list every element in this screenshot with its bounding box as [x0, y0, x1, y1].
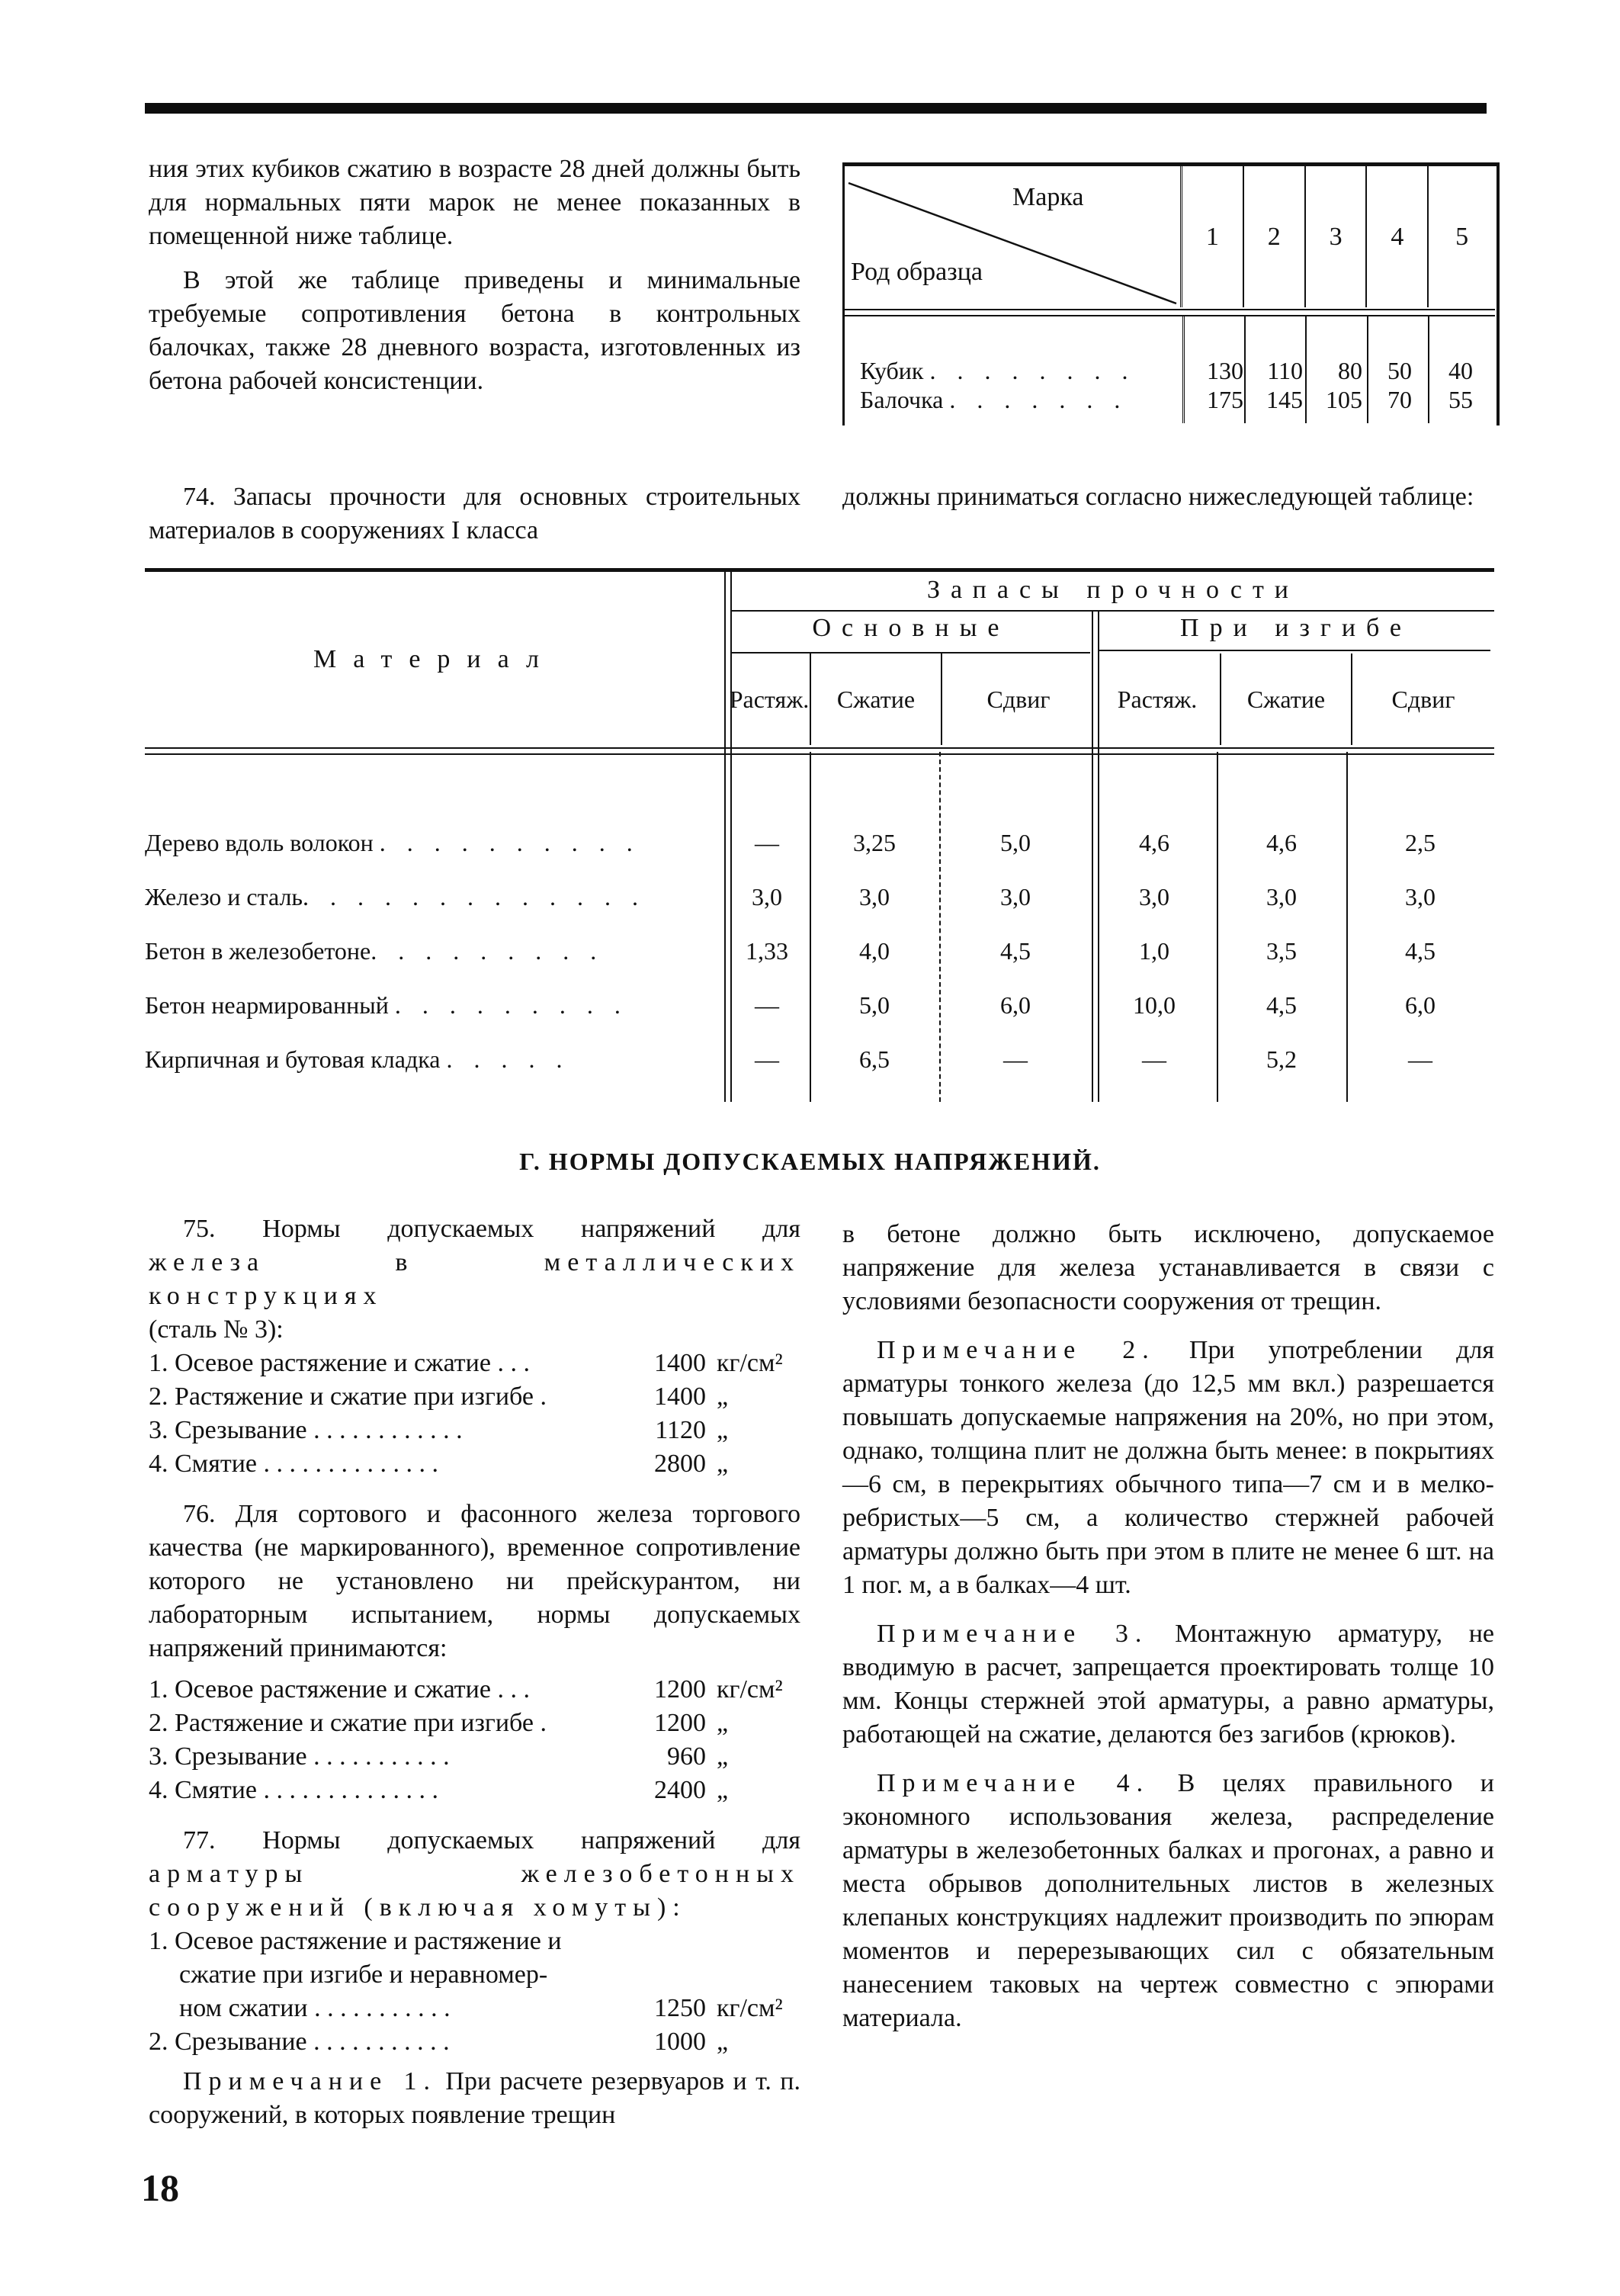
section-74-left [149, 480, 800, 548]
cell: 5,2 [1266, 1045, 1297, 1073]
cell: 4,6 [1266, 829, 1297, 856]
list-item: 2. Растяжение и сжатие при изгибе . 1200 „ [149, 1709, 729, 1737]
leader-dots: . . . . . . . . . [394, 991, 628, 1019]
table-row [145, 924, 1494, 978]
leader-dots: . . . . . . . [949, 386, 1128, 413]
leader-dots: . . . . . . . . . [371, 937, 605, 965]
cell: 40 [1448, 357, 1473, 384]
cell: — [1003, 1045, 1028, 1073]
grade-table-double-rule [845, 309, 1495, 316]
note-3-text: Монтажную арматуру, не вводимую в расчет, запрещается проектировать толще 10 мм. Концы стержней этой арматуры, а равно арматуры, работающей на сжатие, делаются без загибов (крюков). [842, 1620, 1494, 1748]
section-75 [149, 1212, 800, 1347]
cell: 110 [1267, 357, 1303, 384]
page-number: 18 [141, 2166, 179, 2209]
cell: 3,0 [1266, 883, 1297, 910]
safety-table [145, 568, 1494, 1102]
cell: 6,0 [1405, 991, 1436, 1019]
note-1-continued-text: в бетоне должно быть исключено, допускаемое напряжение для железа устанавливается в связи с условиями безопасности сооружения от трещин. [842, 1220, 1494, 1315]
row-label: Кубик [860, 357, 924, 384]
list-item: 2. Срезывание . . . . . . . . . . . 1000 „ [149, 2028, 729, 2056]
cell: 4,5 [1000, 937, 1031, 965]
section-75-list [149, 1347, 800, 1481]
grade-row-cube [860, 356, 1493, 414]
col-shear: Сдвиг [986, 685, 1051, 713]
material-name: Железо и сталь [145, 883, 303, 910]
intro-text [149, 153, 800, 398]
cell: 3,0 [1405, 883, 1436, 910]
leader-dots: . . . . . . . . . . [379, 829, 640, 856]
section-77-line-1: 77. Нормы допускаемых напряжений для [183, 1826, 800, 1854]
list-item: 1. Осевое растяжение и сжатие . . . 1400 кг/см² [149, 1349, 783, 1377]
grade-col-3: 3 [1306, 166, 1368, 307]
cell: 1,0 [1139, 937, 1169, 965]
cell: 5,0 [1000, 829, 1031, 856]
list-item: 4. Смятие . . . . . . . . . . . . . . 2800 „ [149, 1450, 729, 1478]
right-column [842, 1218, 1494, 2035]
grade-table [842, 162, 1500, 425]
col-bend-tension: Растяж. [1095, 653, 1221, 745]
cell: 175 [1207, 386, 1243, 413]
grade-table-corner [845, 166, 1182, 307]
note-3 [842, 1617, 1494, 1752]
cell: 4,0 [859, 937, 890, 965]
cell: 2,5 [1405, 829, 1436, 856]
material-name: Бетон в железобетоне [145, 937, 371, 965]
left-column [149, 1212, 800, 2132]
material-header: Материал [313, 645, 556, 673]
col-compression: Сжатие [811, 653, 942, 745]
list-item: 1. Осевое растяжение и растяжение и [149, 1927, 562, 1955]
leader-dots: . . . . . . . . [929, 357, 1136, 384]
section-77-list [149, 1925, 800, 2059]
section-75-line-3: (сталь № 3): [149, 1315, 284, 1344]
col-bend-compression: Сжатие [1221, 653, 1352, 745]
col-bend-shear: Сдвиг [1391, 685, 1455, 713]
section-heading: Г. НОРМЫ ДОПУСКАЕМЫХ НАПРЯЖЕНИЙ. [519, 1148, 1101, 1175]
subgroup-bending: При изгибе [1180, 614, 1412, 642]
section-74-continued: должны приниматься согласно нижеследующей таблице: [842, 483, 1474, 511]
cell: 3,5 [1266, 937, 1297, 965]
cell: 4,5 [1405, 937, 1436, 965]
group-header: Запасы прочности [927, 576, 1299, 604]
table-row [145, 816, 1494, 870]
note-1-text: При расчете резервуаров и т. п. сооружений, в которых появление трещин [149, 2067, 800, 2129]
cell: 5,0 [859, 991, 890, 1019]
section-74-right [842, 480, 1494, 514]
grade-col-2: 2 [1244, 166, 1306, 307]
leader-dots: . . . . . [446, 1045, 570, 1073]
note-1 [149, 2065, 800, 2132]
cell: 80 [1338, 357, 1362, 384]
cell: — [755, 1045, 779, 1073]
grade-header-label: Марка [1012, 183, 1084, 211]
grade-col-1: 1 [1182, 166, 1244, 307]
material-name: Кирпичная и бутовая кладка [145, 1045, 441, 1073]
cell: 105 [1326, 386, 1362, 413]
header-double-rule [145, 747, 1494, 755]
cell: 145 [1266, 386, 1303, 413]
section-76 [149, 1498, 800, 1665]
section-76-list [149, 1673, 800, 1807]
specimen-header-label: Род образца [851, 258, 983, 286]
section-77 [149, 1824, 800, 1925]
list-item: 3. Срезывание . . . . . . . . . . . 960 „ [149, 1742, 729, 1771]
column-headers [729, 653, 1494, 745]
section-74-text: 74. Запасы прочности для основных строительных материалов в сооружениях I класса [149, 483, 800, 544]
cell: — [1142, 1045, 1166, 1073]
cell: 3,0 [752, 883, 782, 910]
grade-header-row [1182, 166, 1495, 307]
cell: 3,0 [1000, 883, 1031, 910]
note-1-continued [842, 1218, 1494, 1318]
list-item-cont: ном сжатии . . . . . . . . . . . 1250 кг/см² [179, 1994, 783, 2022]
list-item: 4. Смятие . . . . . . . . . . . . . . 2400 „ [149, 1776, 729, 1804]
table-row [145, 870, 1494, 924]
cell: — [755, 991, 779, 1019]
section-75-line-2: железа в металлических конструкциях [149, 1248, 800, 1310]
grade-col-4: 4 [1367, 166, 1429, 307]
note-2-text: При употреблении для арматуры тонкого железа (до 12,5 мм вкл.) разрешается повышать допускаемые напряжения на 20%, но при этом, однако, толщина плит не должна быть менее: в покрытиях—6 см, в перекрытиях обычного типа—7 см и в мелко-ребристых—5 см, а количество стержней рабочей арматуры должно быть при этом в плите не менее 6 шт. на 1 пог. м, а в балках—4 шт. [842, 1336, 1494, 1599]
cell: 3,0 [1139, 883, 1169, 910]
note-1-label: Примечание 1. [183, 2067, 438, 2095]
cell: 1,33 [746, 937, 788, 965]
material-name: Дерево вдоль волокон [145, 829, 374, 856]
note-2-label: Примечание 2. [877, 1336, 1156, 1364]
list-item: 3. Срезывание . . . . . . . . . . . . 1120 „ [149, 1416, 729, 1444]
intro-paragraph-1: ния этих кубиков сжатию в возрасте 28 дней должны быть для нормальных пяти марок не менее показанных в помещенной ниже таблице. [149, 155, 800, 250]
cell: 4,5 [1266, 991, 1297, 1019]
list-item: 1. Осевое растяжение и сжатие . . . 1200 кг/см² [149, 1675, 783, 1704]
cell: 10,0 [1133, 991, 1176, 1019]
cell: 6,0 [1000, 991, 1031, 1019]
cell: 6,5 [859, 1045, 890, 1073]
note-4-text: В целях правильного и экономного использования железа, распределение арматуры в железобетонных балках и прогонах, а равно и места обрывов дополнительных листов в железных клепаных конструкциях надлежит производить по эпюрам моментов и перерезывающих сил с обязательным нанесением таковых на чертеж совместно с эпюрами материала. [842, 1769, 1494, 2032]
note-4-label: Примечание 4. [877, 1769, 1150, 1797]
top-rule [145, 103, 1487, 114]
cell: 4,6 [1139, 829, 1169, 856]
grade-table-body [845, 316, 1495, 423]
list-item: 2. Растяжение и сжатие при изгибе . 1400 „ [149, 1382, 729, 1411]
cell: 3,25 [853, 829, 896, 856]
row-label: Балочка [860, 386, 944, 413]
leader-dots: . . . . . . . . . . . . . [303, 883, 646, 910]
cell: — [1408, 1045, 1432, 1073]
section-75-line-1: 75. Нормы допускаемых напряжений для [183, 1215, 800, 1243]
cell: 70 [1387, 386, 1412, 413]
note-3-label: Примечание 3. [877, 1620, 1149, 1648]
grade-row-beam [860, 385, 1493, 414]
safety-table-body [145, 816, 1494, 1087]
list-item-cont: сжатие при изгибе и неравномер- [179, 1960, 548, 1989]
section-76-text: 76. Для сортового и фасонного железа торгового качества (не маркированного), временное сопротивление которого не установлено ни прейскурантом, ни лабораторным испытанием, нормы допускаемых напряжений принимаются: [149, 1500, 800, 1662]
intro-paragraph-2: В этой же таблице приведены и минимальные требуемые сопротивления бетона в контрольных балочках, также 28 дневного возраста, изготовленных из бетона рабочей консистенции. [149, 266, 800, 395]
note-2 [842, 1334, 1494, 1602]
grade-col-5: 5 [1455, 222, 1469, 251]
cell: — [755, 829, 779, 856]
note-4 [842, 1767, 1494, 2035]
section-77-line-2: арматуры железобетонных сооружений (включая хомуты): [149, 1860, 800, 1922]
table-row [145, 978, 1494, 1032]
material-name: Бетон неармированный [145, 991, 389, 1019]
cell: 130 [1207, 357, 1243, 384]
subgroup-basic: Основные [812, 614, 1010, 642]
cell: 3,0 [859, 883, 890, 910]
col-tension: Растяж. [729, 653, 811, 745]
cell: 55 [1448, 386, 1473, 413]
cell: 50 [1387, 357, 1412, 384]
table-row [145, 1032, 1494, 1087]
